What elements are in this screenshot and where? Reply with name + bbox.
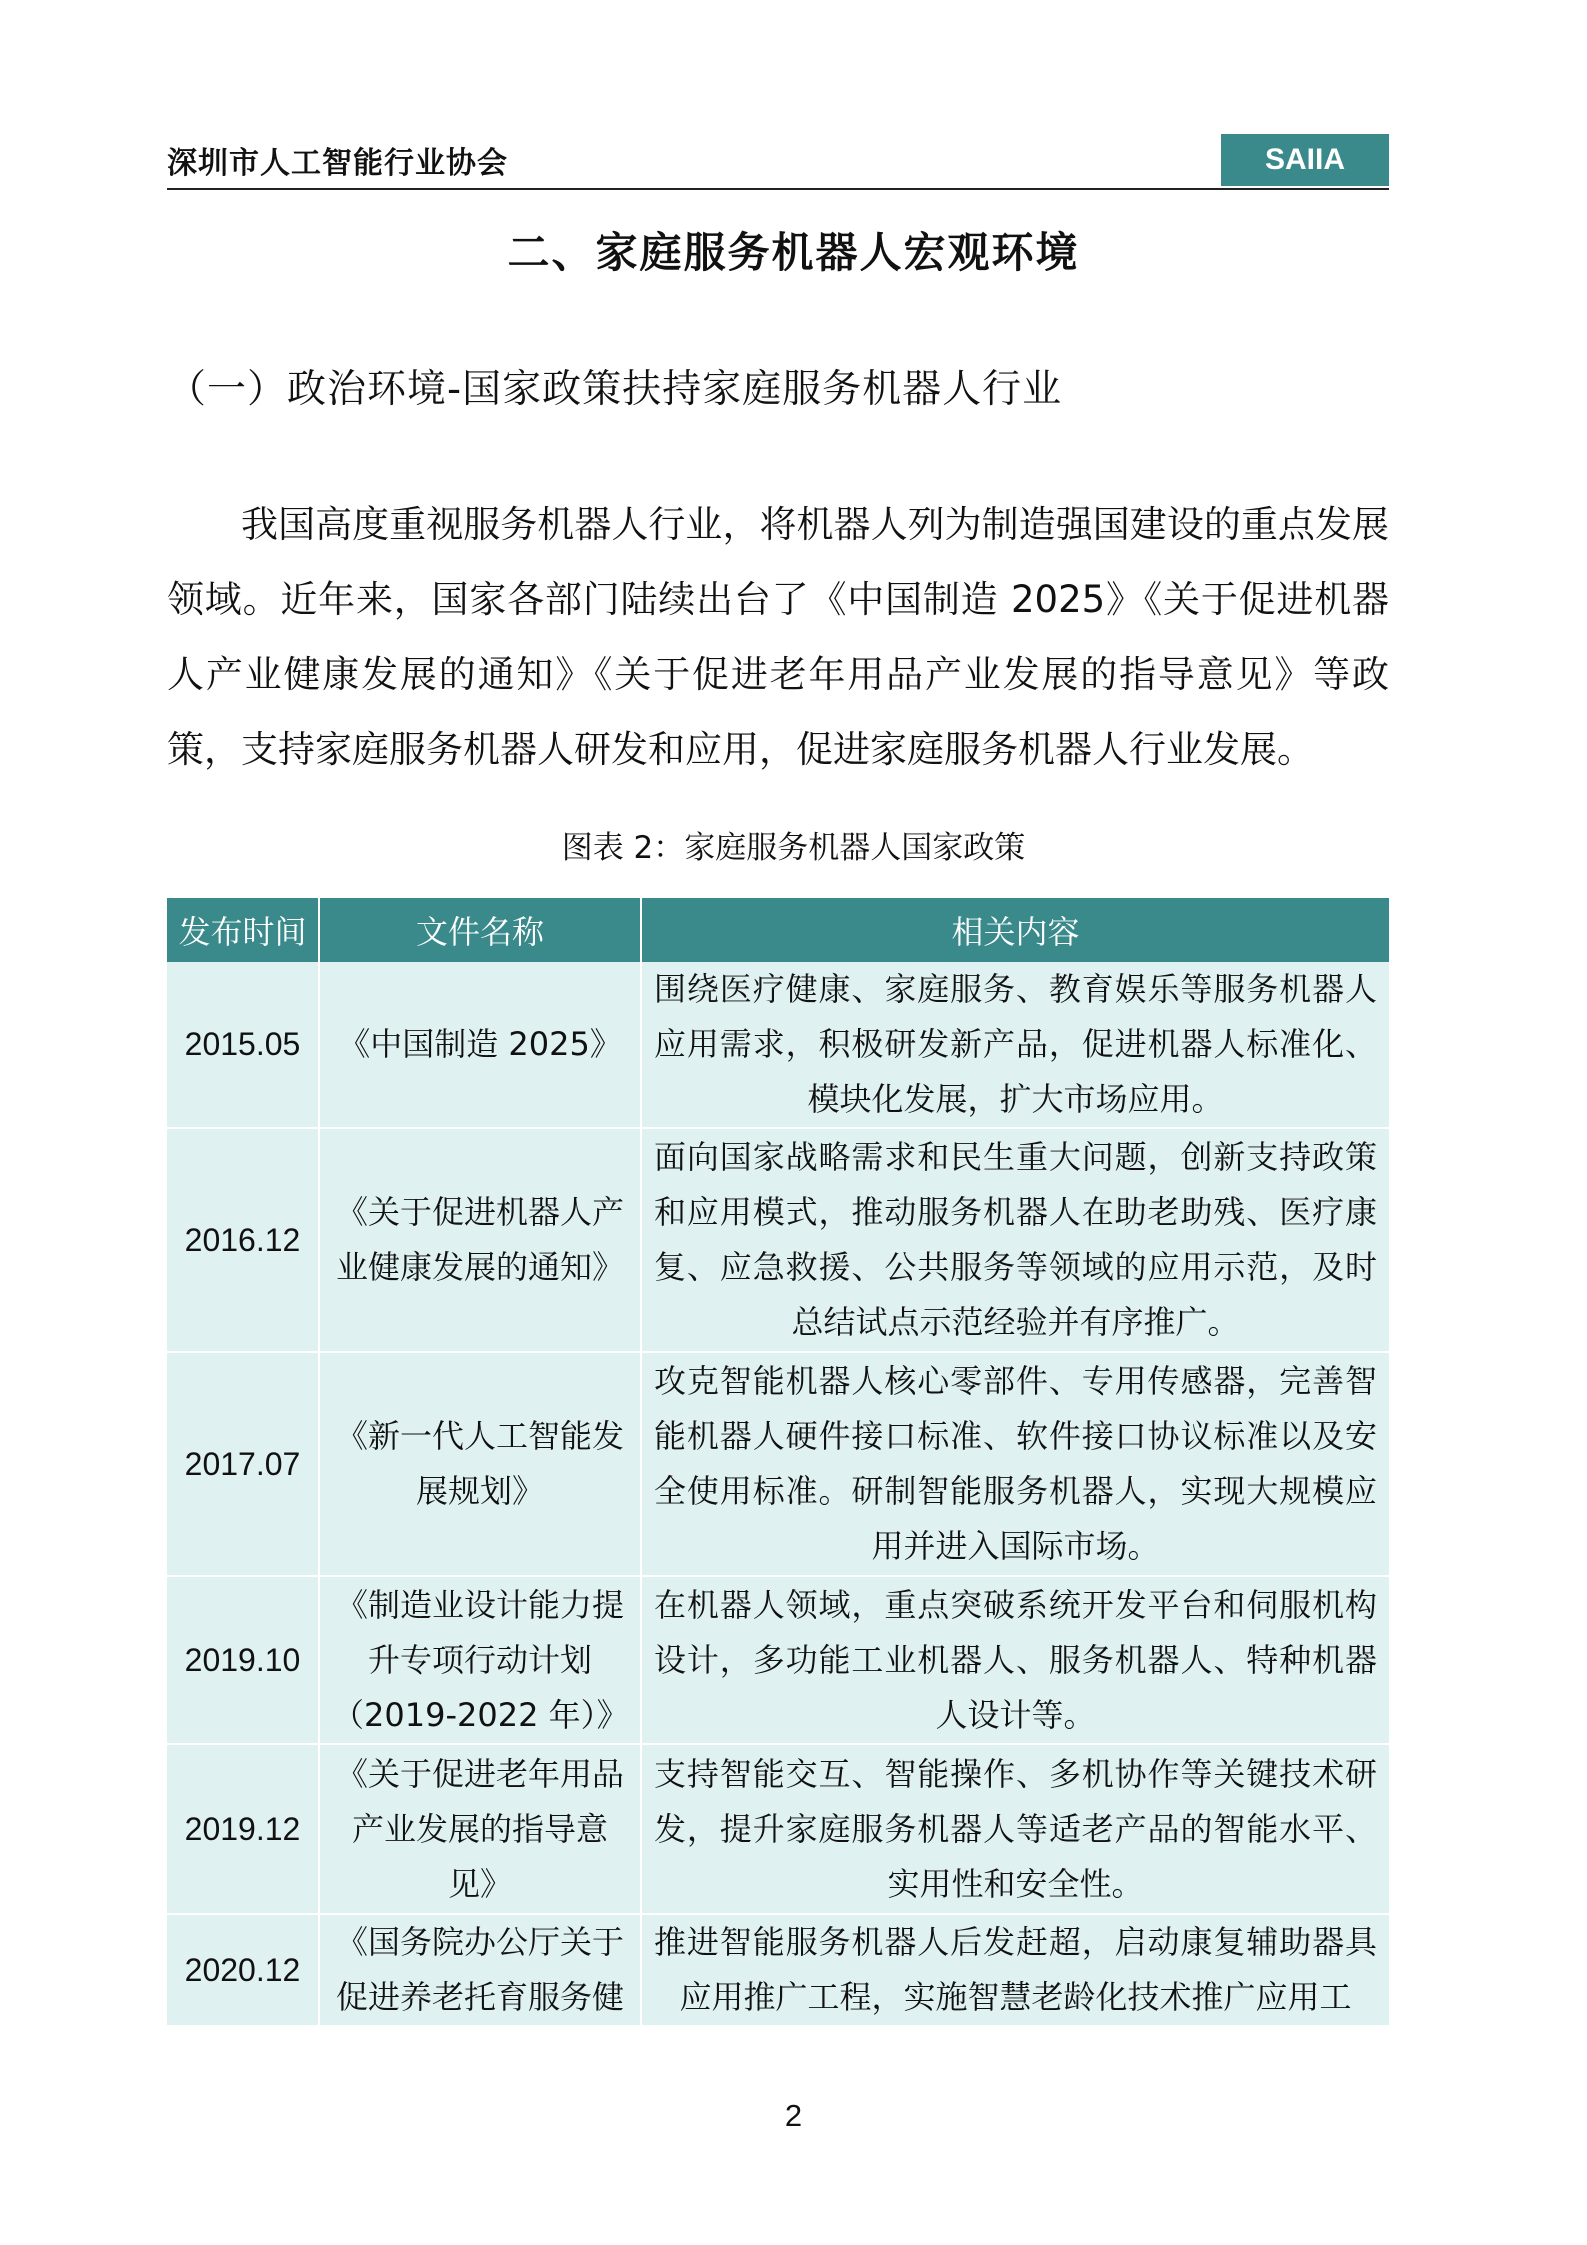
- row-content: 支持智能交互、智能操作、多机协作等关键技术研发，提升家庭服务机器人等适老产品的智能水平、实用性和安全性。: [641, 1744, 1389, 1914]
- header-date: 发布时间: [167, 898, 319, 962]
- page-header: [167, 134, 1389, 190]
- header-content: 相关内容: [641, 898, 1389, 962]
- table-row: [167, 1576, 1389, 1744]
- row-content: 攻克智能机器人核心零部件、专用传感器，完善智能机器人硬件接口标准、软件接口协议标准以及安全使用标准。研制智能服务机器人，实现大规模应用并进入国际市场。: [641, 1352, 1389, 1576]
- row-document-name: 《国务院办公厅关于促进养老托育服务健: [319, 1914, 641, 2026]
- row-date: 2016.12: [167, 1128, 319, 1352]
- saiia-badge: SAIIA: [1221, 134, 1389, 186]
- table-caption: 图表 2：家庭服务机器人国家政策: [561, 830, 1026, 866]
- table-row: [167, 1914, 1389, 2026]
- table-row: [167, 1128, 1389, 1352]
- row-date: 2019.12: [167, 1744, 319, 1914]
- row-document-name: 《关于促进老年用品产业发展的指导意见》: [319, 1744, 641, 1914]
- page-number: 2: [784, 2098, 803, 2133]
- paragraph-text: 我国高度重视服务机器人行业，将机器人列为制造强国建设的重点发展领域。近年来，国家各部门陆续出台了《中国制造 2025》《关于促进机器人产业健康发展的通知》《关于促进老年用品产业发展的指导意见》等政策，支持家庭服务机器人研发和应用，促进家庭服务机器人行业发展。: [167, 503, 1389, 771]
- body-paragraph: [167, 487, 1389, 787]
- row-date: 2015.05: [167, 962, 319, 1128]
- row-content: 面向国家战略需求和民生重大问题，创新支持政策和应用模式，推动服务机器人在助老助残、医疗康复、应急救援、公共服务等领域的应用示范，及时总结试点示范经验并有序推广。: [641, 1128, 1389, 1352]
- row-document-name: 《新一代人工智能发展规划》: [319, 1352, 641, 1576]
- subsection-title: （一）政治环境-国家政策扶持家庭服务机器人行业: [167, 367, 1063, 412]
- row-content: 推进智能服务机器人后发赶超，启动康复辅助器具应用推广工程，实施智慧老龄化技术推广应用工: [641, 1914, 1389, 2026]
- row-content: 围绕医疗健康、家庭服务、教育娱乐等服务机器人应用需求，积极研发新产品，促进机器人标准化、模块化发展，扩大市场应用。: [641, 962, 1389, 1128]
- table-header-row: [167, 898, 1389, 962]
- organization-name: 深圳市人工智能行业协会: [167, 146, 508, 181]
- table-row: [167, 1352, 1389, 1576]
- table-row: [167, 1744, 1389, 1914]
- row-date: 2017.07: [167, 1352, 319, 1576]
- header-document-name: 文件名称: [319, 898, 641, 962]
- row-content: 在机器人领域，重点突破系统开发平台和伺服机构设计，多功能工业机器人、服务机器人、特种机器人设计等。: [641, 1576, 1389, 1744]
- table-row: [167, 962, 1389, 1128]
- row-date: 2020.12: [167, 1914, 319, 2026]
- row-document-name: 《中国制造 2025》: [319, 962, 641, 1128]
- section-title: 二、家庭服务机器人宏观环境: [507, 228, 1080, 277]
- row-document-name: 《关于促进机器人产业健康发展的通知》: [319, 1128, 641, 1352]
- row-date: 2019.10: [167, 1576, 319, 1744]
- row-document-name: 《制造业设计能力提升专项行动计划（2019-2022 年）》: [319, 1576, 641, 1744]
- policy-table: [167, 898, 1389, 2027]
